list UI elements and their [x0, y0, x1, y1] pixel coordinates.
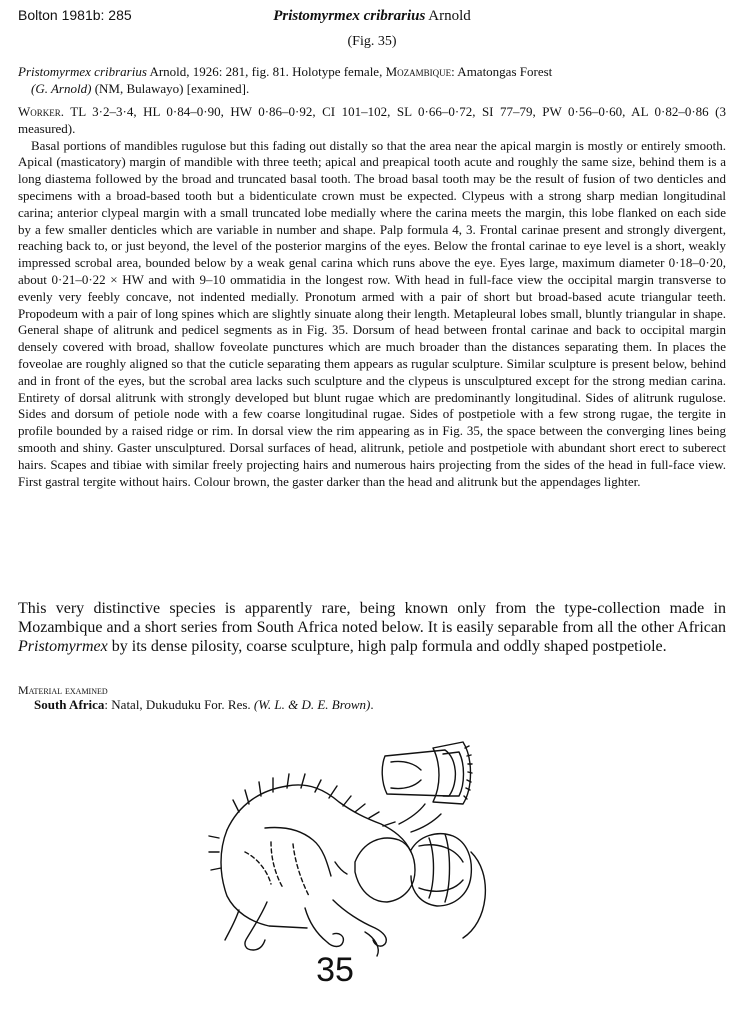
alitrunk-profile [209, 774, 441, 928]
synonymy-paragraph [18, 64, 726, 98]
pedicel-profile [355, 834, 485, 938]
material-heading: Material examined [18, 683, 108, 697]
species-title [0, 8, 744, 25]
material-end: . [370, 697, 374, 712]
discussion-text-2: by its dense pilosity, coarse sculpture, high palp formula and oddly shaped postpetiole. [107, 638, 667, 655]
citation-header: Bolton 1981b: 285 [18, 7, 132, 23]
material-locality: : Natal, Dukuduku For. Res. [104, 697, 254, 712]
ant-illustration [205, 712, 495, 962]
synonymy-collector: (G. Arnold) [31, 80, 92, 96]
worker-label: Worker. [18, 104, 65, 119]
species-name: Pristomyrmex cribrarius [273, 8, 426, 24]
synonymy-continuation [18, 81, 726, 98]
worker-description-text: Basal portions of mandibles rugulose but this fading out distally so that the area near the apical margin is mostly or entirely smooth. Apical (masticatory) margin of mandible with three teeth; apical and preapical tooth acute and roughly the same size, behind them is a long diastema followed by the broad and truncated basal tooth. The broad basal tooth may be the result of fusion of two denticles and specimens with a broad-based tooth but a bidenticulate crown must be expected. Clypeus with a strong sharp median longitudinal carina; anterior clypeal margin with a small truncated lobe medially where the carina meets the margin, this lobe flanked on each side by a few smaller denticles which are variable in number and shape. Palp formula 4, 3. Frontal carinae present and strongly divergent, reaching back to, or just beyond, the level of the posterior margins of the eyes. Below the frontal carinae to eye level is a short, weakly impressed scrobal area, bounded below by a weak genal carina which runs above the eye. Eyes large, maximum diameter 0·18–0·20, about 0·21–0·22 × HW and with 9–10 ommatidia in the longest row. With head in full-face view the occipital margin transverse to evenly very feebly concave, not indented medially. Pronotum armed with a pair of short but broad-based acute triangular teeth. Propodeum with a pair of long spines which are slightly sinuate along their length. Metapleural lobes small, bluntly triangular in shape. General shape of alitrunk and pedicel segments as in Fig. 35. Dorsum of head between frontal carinae and back to occipital margin densely covered with broad, shallow foveolate punctures which are much broader than the distances separating them. In places the foveolae are roughly aligned so that the cuticle separating them appears as rugular sculpture. Similar sculpture is present below, behind and in front of the eyes, but the scrobal area lacks such sculpture and the clypeus is unsculptured except for the strong median carina. Entirety of dorsal alitrunk with strongly developed but blunt rugae which are predominantly longitudinal. Sides of alitrunk rugulose. Sides and dorsum of petiole node with a few coarse longitudinal rugae. Sides of postpetiole with a few strong rugae, the tergite in profile bounded by a raised ridge or rim. In dorsal view the rim appearing as in Fig. 35, the space between the converging lines being smooth and shiny. Gaster unsculptured. Dorsal surfaces of head, alitrunk, petiole and postpetiole with abundant short erect to suberect hairs. Scapes and tibiae with similar freely projecting hairs and numerous hairs projecting from the sides of the head in full-face view. First gastral tergite without hairs. Colour brown, the gaster darker than the head and alitrunk but the appendages lighter. [18, 137, 726, 489]
figure-reference: (Fig. 35) [347, 34, 397, 49]
synonymy-text-3: (NM, Bulawayo) [examined]. [91, 80, 250, 96]
synonymy-text-2: : Amatongas Forest [451, 64, 553, 79]
worker-measurements: TL 3·2–3·4, HL 0·84–0·90, HW 0·86–0·92, CI 101–102, SL 0·66–0·72, SI 77–79, PW 0·56–0·60, AL 0·82–0·86 (3 measured). [18, 104, 726, 136]
material-country: South Africa [34, 697, 105, 712]
synonymy-country: Mozambique [385, 64, 452, 79]
discussion-genus: Pristomyrmex [18, 638, 108, 655]
species-author: Arnold [428, 8, 471, 24]
postpetiole-dorsal-view [382, 742, 472, 804]
material-record [34, 697, 374, 713]
figure-number: 35 [316, 951, 354, 989]
discussion-text-1: This very distinctive species is apparently rare, being known only from the type-collection made in Mozambique and a short series from South Africa noted below. It is easily separable from all the other African [18, 600, 726, 636]
worker-measurements-paragraph [18, 104, 726, 138]
synonymy-name: Pristomyrmex cribrarius [18, 64, 147, 79]
discussion-paragraph [18, 599, 726, 656]
material-collector: (W. L. & D. E. Brown) [253, 697, 371, 712]
worker-description [18, 104, 726, 490]
synonymy-text-1: Arnold, 1926: 281, fig. 81. Holotype female, [146, 64, 386, 79]
